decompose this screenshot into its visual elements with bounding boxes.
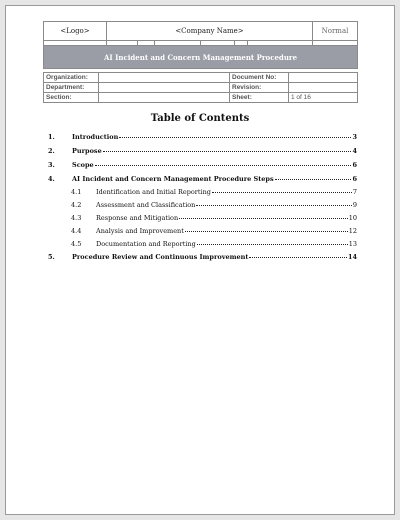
toc-dot-leader	[196, 205, 351, 206]
logo-placeholder: <Logo>	[44, 22, 107, 41]
company-name: <Company Name>	[107, 22, 313, 41]
toc-entry-number: 4.	[48, 175, 55, 183]
toc-entry-number: 4.3	[71, 214, 82, 222]
document-no-label: Document No:	[230, 73, 289, 83]
toc-entry-page: 9	[352, 201, 357, 209]
toc-entry-number: 5.	[48, 253, 55, 261]
toc-entry-title: Documentation and Reporting	[96, 240, 196, 248]
document-no-value	[289, 73, 358, 83]
toc-entry-number: 1.	[48, 133, 55, 141]
toc-dot-leader	[275, 179, 352, 180]
toc-entry[interactable]	[71, 227, 357, 235]
toc-dot-leader	[119, 137, 351, 138]
toc-dot-leader	[212, 192, 352, 193]
toc-entry-page: 13	[348, 240, 357, 248]
toc-entry-title: Introduction	[72, 133, 119, 141]
toc-entry-number: 4.1	[71, 188, 82, 196]
toc-dot-leader	[249, 257, 347, 258]
revision-label: Revision:	[230, 83, 289, 93]
toc-entry[interactable]	[71, 201, 357, 209]
toc-entry-number: 2.	[48, 147, 55, 155]
toc-entry-title: AI Incident and Concern Management Procedure Steps	[72, 175, 274, 183]
organization-value	[99, 73, 230, 83]
toc-entry-title: Assessment and Classification	[96, 201, 196, 209]
toc-dot-leader	[197, 244, 348, 245]
section-value	[99, 93, 230, 103]
toc-entry-page: 14	[347, 253, 357, 261]
toc-dot-leader	[179, 218, 348, 219]
classification-label: Normal	[313, 22, 358, 41]
toc-entry-page: 12	[348, 227, 357, 235]
toc-dot-leader	[103, 151, 352, 152]
toc-entry-number: 4.2	[71, 201, 82, 209]
toc-entry-title: Scope	[72, 161, 94, 169]
toc-entry-page: 7	[352, 188, 357, 196]
toc-entry-title: Procedure Review and Continuous Improvement	[72, 253, 249, 261]
toc-entry-page: 3	[352, 133, 357, 141]
sheet-label: Sheet:	[230, 93, 289, 103]
toc-entry[interactable]	[48, 175, 357, 183]
toc-entry[interactable]	[48, 161, 357, 169]
toc-entry-number: 4.4	[71, 227, 82, 235]
revision-value	[289, 83, 358, 93]
toc-entry[interactable]	[48, 147, 357, 155]
department-value	[99, 83, 230, 93]
toc-entry[interactable]	[48, 253, 357, 261]
toc-entry-page: 6	[352, 175, 357, 183]
toc-title: Table of Contents	[150, 113, 250, 124]
toc-entry-page: 4	[352, 147, 357, 155]
toc-entry-title: Purpose	[72, 147, 102, 155]
organization-label: Organization:	[44, 73, 99, 83]
toc-entry-page: 10	[348, 214, 357, 222]
toc-dot-leader	[95, 165, 352, 166]
section-label: Section:	[44, 93, 99, 103]
toc-entry[interactable]	[71, 188, 357, 196]
document-header	[43, 21, 358, 69]
document-title: AI Incident and Concern Management Procedure	[44, 46, 358, 69]
toc-dot-leader	[185, 231, 348, 232]
toc-entry-page: 6	[352, 161, 357, 169]
sheet-value: 1 of 16	[289, 93, 358, 103]
toc-entry-title: Identification and Initial Reporting	[96, 188, 211, 196]
toc-entry-title: Response and Mitigation	[96, 214, 179, 222]
department-label: Department:	[44, 83, 99, 93]
document-meta-table	[43, 72, 358, 103]
toc-entry-number: 4.5	[71, 240, 82, 248]
toc-entry-title: Analysis and Improvement	[96, 227, 184, 235]
toc-entry[interactable]	[71, 240, 357, 248]
toc-entry[interactable]	[71, 214, 357, 222]
toc-entry-number: 3.	[48, 161, 55, 169]
toc-entry[interactable]	[48, 133, 357, 141]
